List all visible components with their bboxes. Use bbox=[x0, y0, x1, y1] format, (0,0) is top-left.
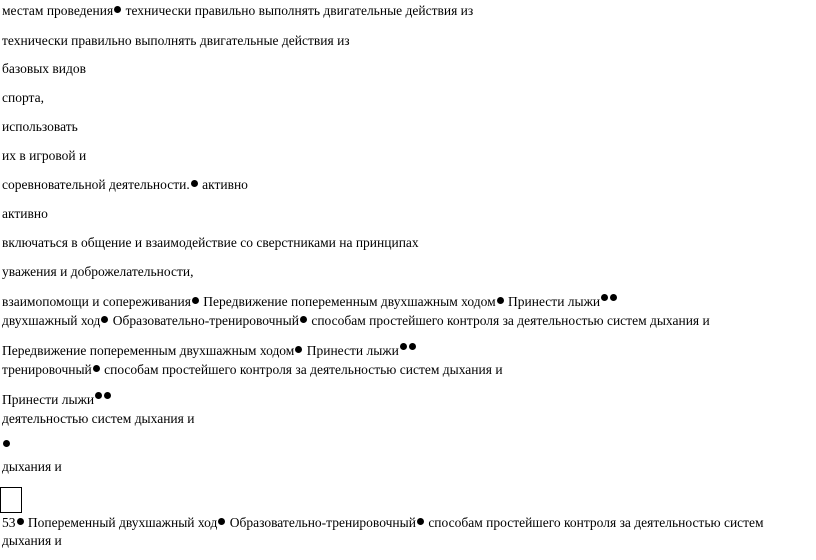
text-segment: активно bbox=[198, 177, 248, 192]
text-segment: технически правильно выполнять двигательные действия из bbox=[122, 3, 474, 18]
text-segment: дыхания и bbox=[2, 459, 62, 474]
bullet-icon bbox=[192, 297, 199, 304]
bullet-icon bbox=[191, 180, 198, 187]
text-segment: деятельностью систем дыхания и bbox=[2, 411, 195, 426]
text-line-19 bbox=[2, 515, 764, 531]
text-line-13 bbox=[2, 343, 417, 359]
text-segment: Принести лыжи bbox=[2, 392, 95, 407]
bullet-icon bbox=[93, 365, 100, 372]
bullet-icon bbox=[409, 343, 416, 350]
text-line-17 bbox=[2, 437, 11, 453]
bullet-icon bbox=[114, 6, 121, 13]
text-line-10 bbox=[2, 264, 193, 280]
text-segment: способам простейшего контроля за деятельностью систем дыхания и bbox=[100, 362, 503, 377]
text-line-2 bbox=[2, 33, 350, 49]
text-line-8 bbox=[2, 206, 48, 222]
text-line-18 bbox=[2, 459, 62, 475]
bullet-icon bbox=[295, 346, 302, 353]
text-segment: местам проведения bbox=[2, 3, 114, 18]
text-segment: активно bbox=[2, 206, 48, 221]
bullet-icon bbox=[300, 316, 307, 323]
text-segment: соревновательной деятельности. bbox=[2, 177, 190, 192]
text-segment: Попеременный двухшажный ход bbox=[24, 515, 218, 530]
text-segment: Принести лыжи bbox=[504, 294, 601, 309]
bullet-icon bbox=[610, 294, 617, 301]
text-line-5 bbox=[2, 119, 78, 135]
text-segment: способам простейшего контроля за деятельностью систем bbox=[424, 515, 764, 530]
text-line-20 bbox=[2, 533, 62, 549]
text-segment: дыхания и bbox=[2, 533, 62, 548]
text-line-6 bbox=[2, 148, 86, 164]
text-line-7 bbox=[2, 177, 248, 193]
empty-box bbox=[0, 487, 22, 513]
text-line-12 bbox=[2, 313, 710, 329]
text-segment: использовать bbox=[2, 119, 78, 134]
bullet-icon bbox=[218, 518, 225, 525]
text-line-9 bbox=[2, 235, 419, 251]
text-segment: Образовательно-тренировочный bbox=[226, 515, 416, 530]
bullet-icon bbox=[497, 297, 504, 304]
text-segment: взаимопомощи и сопереживания bbox=[2, 294, 191, 309]
text-line-4 bbox=[2, 90, 44, 106]
text-segment: включаться в общение и взаимодействие со сверстниками на принципах bbox=[2, 235, 419, 250]
text-segment: тренировочный bbox=[2, 362, 92, 377]
text-segment: Передвижение попеременным двухшажным ходом bbox=[2, 343, 295, 358]
text-segment: технически правильно выполнять двигательные действия из bbox=[2, 33, 350, 48]
text-segment: Принести лыжи bbox=[303, 343, 399, 358]
bullet-icon bbox=[400, 343, 407, 350]
text-segment: двухшажный ход bbox=[2, 313, 101, 328]
text-line-16 bbox=[2, 411, 194, 427]
bullet-icon bbox=[95, 392, 102, 399]
bullet-icon bbox=[601, 294, 608, 301]
text-segment: уважения и доброжелательности, bbox=[2, 264, 194, 279]
text-segment: способам простейшего контроля за деятельностью систем дыхания и bbox=[307, 313, 710, 328]
text-line-11 bbox=[2, 294, 618, 310]
text-segment: Образовательно-тренировочный bbox=[109, 313, 299, 328]
text-segment: 53 bbox=[2, 515, 16, 530]
text-line-3 bbox=[2, 61, 86, 77]
bullet-icon bbox=[101, 316, 108, 323]
text-line-14 bbox=[2, 362, 503, 378]
text-segment: их в игровой и bbox=[2, 148, 87, 163]
bullet-icon bbox=[3, 440, 10, 447]
text-segment: Передвижение попеременным двухшажным ходом bbox=[199, 294, 496, 309]
bullet-icon bbox=[17, 518, 24, 525]
text-segment: спорта, bbox=[2, 90, 44, 105]
bullet-icon bbox=[104, 392, 111, 399]
text-line-1 bbox=[2, 3, 473, 19]
text-line-15 bbox=[2, 392, 112, 408]
bullet-icon bbox=[417, 518, 424, 525]
text-segment: базовых видов bbox=[2, 61, 87, 76]
